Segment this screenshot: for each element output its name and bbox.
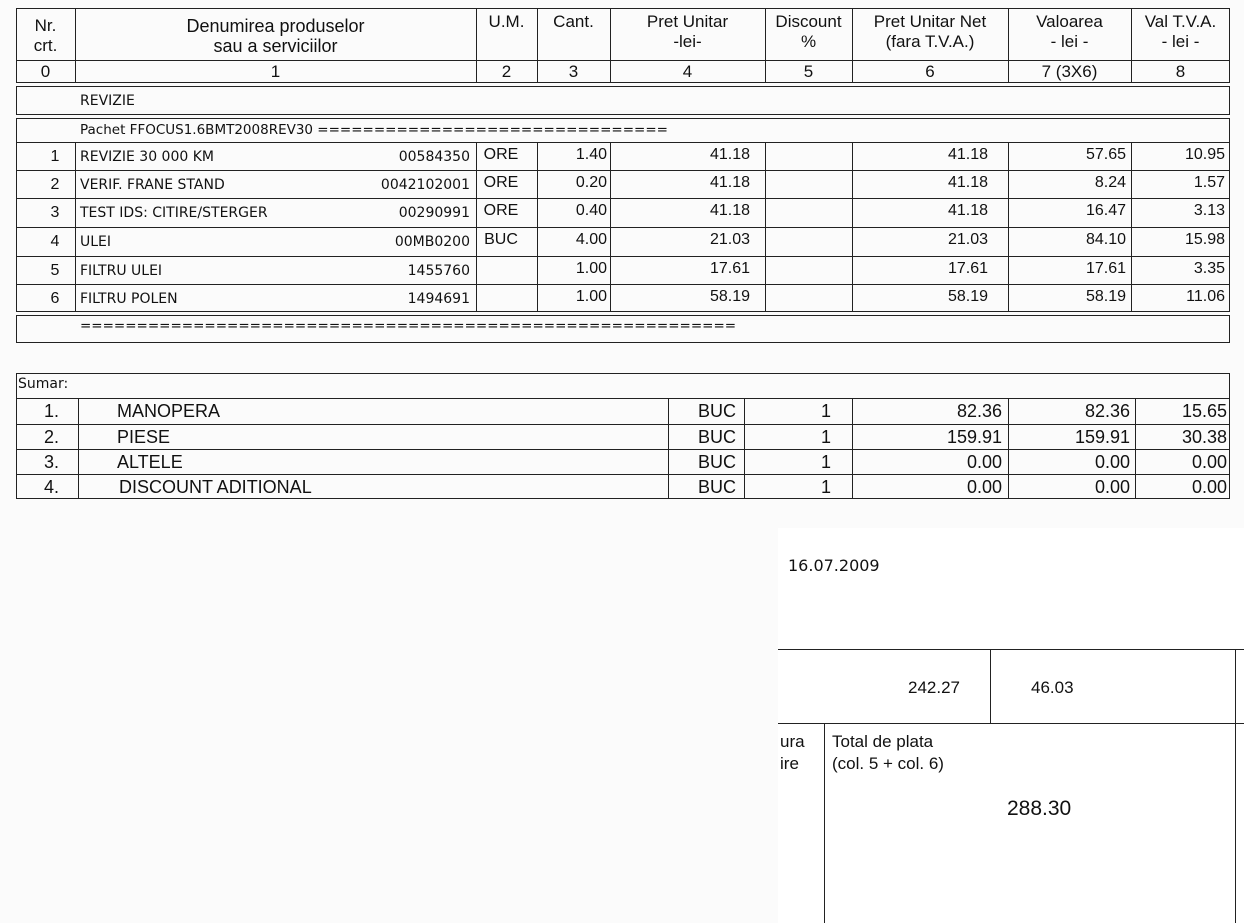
col-number-3: 3 xyxy=(568,62,579,81)
header-product-line2: sau a serviciilor xyxy=(213,36,338,56)
item-name: ULEI xyxy=(80,234,112,250)
item-net-price: 58.19 xyxy=(947,288,988,305)
item-vat: 10.95 xyxy=(1184,146,1225,163)
total-label xyxy=(832,731,944,775)
summary-nr: 3. xyxy=(44,452,60,472)
item-qty: 1.40 xyxy=(575,146,607,163)
col-number-4: 4 xyxy=(682,62,693,81)
item-net-price: 17.61 xyxy=(947,260,988,277)
item-um: BUC xyxy=(484,231,518,248)
summary-um: BUC xyxy=(697,401,736,421)
header-value-line1: Valoarea xyxy=(1036,12,1103,31)
header-net-price xyxy=(852,12,1008,52)
summary-label: Sumar: xyxy=(18,376,69,392)
col-number-2: 2 xyxy=(501,62,512,81)
header-vat-line1: Val T.V.A. xyxy=(1144,12,1217,31)
header-product xyxy=(75,16,476,56)
item-unit-price: 41.18 xyxy=(709,146,750,163)
item-nr: 5 xyxy=(50,262,60,279)
item-qty: 0.40 xyxy=(575,202,607,219)
summary-um: BUC xyxy=(697,477,736,497)
header-vat xyxy=(1131,12,1230,52)
item-name: FILTRU ULEI xyxy=(80,263,163,279)
col-number-0: 0 xyxy=(40,62,51,81)
summary-value: 0.00 xyxy=(1094,477,1130,497)
item-code: 00584350 xyxy=(398,149,470,165)
summary-nr: 4. xyxy=(44,477,60,497)
header-vat-line2: - lei - xyxy=(1161,32,1200,51)
section-row xyxy=(16,86,1230,115)
item-code: 00MB0200 xyxy=(394,234,470,250)
summary-net: 159.91 xyxy=(946,427,1002,447)
item-vat: 11.06 xyxy=(1186,288,1225,305)
header-discount-line2: % xyxy=(800,32,817,51)
summary-qty: 1 xyxy=(820,401,831,421)
header-unit-price-line1: Pret Unitar xyxy=(646,12,729,31)
item-value: 8.24 xyxy=(1094,174,1126,191)
summary-qty: 1 xyxy=(820,452,831,472)
header-discount xyxy=(765,12,852,52)
item-code: 1455760 xyxy=(407,263,470,279)
item-name: REVIZIE 30 000 KM xyxy=(80,149,214,165)
col-number-6: 6 xyxy=(925,62,935,81)
total-vat: 46.03 xyxy=(1031,678,1074,697)
item-um: ORE xyxy=(483,202,519,219)
item-unit-price: 41.18 xyxy=(709,174,750,191)
total-label-line1: Total de plata xyxy=(832,732,934,751)
summary-net: 82.36 xyxy=(956,401,1002,421)
item-vat: 1.57 xyxy=(1193,174,1225,191)
lower-panel xyxy=(778,528,1244,923)
header-value-line2: - lei - xyxy=(1050,32,1089,51)
item-nr: 4 xyxy=(50,233,60,250)
header-product-line1: Denumirea produselor xyxy=(186,16,365,36)
item-name: VERIF. FRANE STAND xyxy=(80,177,225,193)
col-number-1: 1 xyxy=(270,62,281,81)
section-title: REVIZIE xyxy=(80,93,135,109)
summary-nr: 2. xyxy=(44,427,60,447)
summary-nr: 1. xyxy=(44,401,60,421)
item-code: 0042102001 xyxy=(380,177,470,193)
item-qty: 1.00 xyxy=(575,260,607,277)
item-unit-price: 21.03 xyxy=(709,231,750,248)
item-um: ORE xyxy=(483,174,519,191)
item-nr: 6 xyxy=(50,290,60,307)
col-number-8: 8 xyxy=(1175,62,1186,81)
item-qty: 4.00 xyxy=(575,231,607,248)
left-fragment-line1: ura xyxy=(780,732,805,751)
item-nr: 1 xyxy=(50,148,60,165)
summary-qty: 1 xyxy=(820,477,831,497)
total-label-line2: (col. 5 + col. 6) xyxy=(832,754,944,773)
summary-vat: 0.00 xyxy=(1191,452,1227,472)
item-name: TEST IDS: CITIRE/STERGER xyxy=(80,205,268,221)
item-code: 1494691 xyxy=(407,291,470,307)
item-vat: 3.35 xyxy=(1193,260,1225,277)
summary-vat: 30.38 xyxy=(1181,427,1227,447)
item-unit-price: 17.61 xyxy=(709,260,750,277)
separator-line: ========================================================== xyxy=(80,318,737,334)
header-nr xyxy=(16,16,75,56)
item-value: 84.10 xyxy=(1085,231,1126,248)
item-net-price: 21.03 xyxy=(947,231,988,248)
col-number-5: 5 xyxy=(803,62,814,81)
header-value xyxy=(1008,12,1131,52)
issue-date: 16.07.2009 xyxy=(788,556,880,575)
header-nr-line2: crt. xyxy=(33,36,58,55)
summary-vat: 15.65 xyxy=(1181,401,1227,421)
summary-name: ALTELE xyxy=(117,452,183,472)
item-code: 00290991 xyxy=(398,205,470,221)
item-vat: 3.13 xyxy=(1193,202,1225,219)
summary-value: 0.00 xyxy=(1094,452,1130,472)
item-unit-price: 58.19 xyxy=(709,288,750,305)
summary-net: 0.00 xyxy=(966,477,1002,497)
left-fragment xyxy=(780,731,805,775)
item-value: 17.61 xyxy=(1085,260,1126,277)
summary-net: 0.00 xyxy=(966,452,1002,472)
item-value: 16.47 xyxy=(1085,202,1126,219)
item-nr: 3 xyxy=(50,204,60,221)
header-qty: Cant. xyxy=(553,12,594,31)
item-net-price: 41.18 xyxy=(947,146,988,163)
header-unit-price-line2: -lei- xyxy=(673,32,702,51)
header-unit-price xyxy=(610,12,765,52)
left-fragment-line2: ire xyxy=(780,754,799,773)
header-nr-line1: Nr. xyxy=(34,16,57,35)
item-vat: 15.98 xyxy=(1184,231,1225,248)
summary-qty: 1 xyxy=(820,427,831,447)
header-net-price-line1: Pret Unitar Net xyxy=(873,12,987,31)
summary-name: MANOPERA xyxy=(117,401,221,421)
header-discount-line1: Discount xyxy=(775,12,842,31)
item-value: 57.65 xyxy=(1085,146,1126,163)
summary-vat: 0.00 xyxy=(1191,477,1227,497)
package-line: Pachet FFOCUS1.6BMT2008REV30 =============================== xyxy=(80,122,668,138)
summary-name: PIESE xyxy=(117,427,171,447)
grand-total: 288.30 xyxy=(1007,797,1072,820)
item-unit-price: 41.18 xyxy=(709,202,750,219)
header-um: U.M. xyxy=(488,12,525,31)
header-net-price-line2: (fara T.V.A.) xyxy=(885,32,975,51)
item-um: ORE xyxy=(483,146,519,163)
col-number-7: 7 (3X6) xyxy=(1041,62,1098,81)
item-qty: 0.20 xyxy=(575,174,607,191)
summary-name: DISCOUNT ADITIONAL xyxy=(119,477,312,497)
item-net-price: 41.18 xyxy=(947,174,988,191)
header-divider xyxy=(16,60,1230,61)
summary-um: BUC xyxy=(697,427,736,447)
item-nr: 2 xyxy=(50,176,60,193)
item-name: FILTRU POLEN xyxy=(80,291,178,307)
item-qty: 1.00 xyxy=(575,288,607,305)
total-value: 242.27 xyxy=(908,678,960,697)
summary-um: BUC xyxy=(697,452,736,472)
summary-value: 82.36 xyxy=(1084,401,1130,421)
item-net-price: 41.18 xyxy=(947,202,988,219)
summary-value: 159.91 xyxy=(1074,427,1130,447)
item-value: 58.19 xyxy=(1085,288,1126,305)
